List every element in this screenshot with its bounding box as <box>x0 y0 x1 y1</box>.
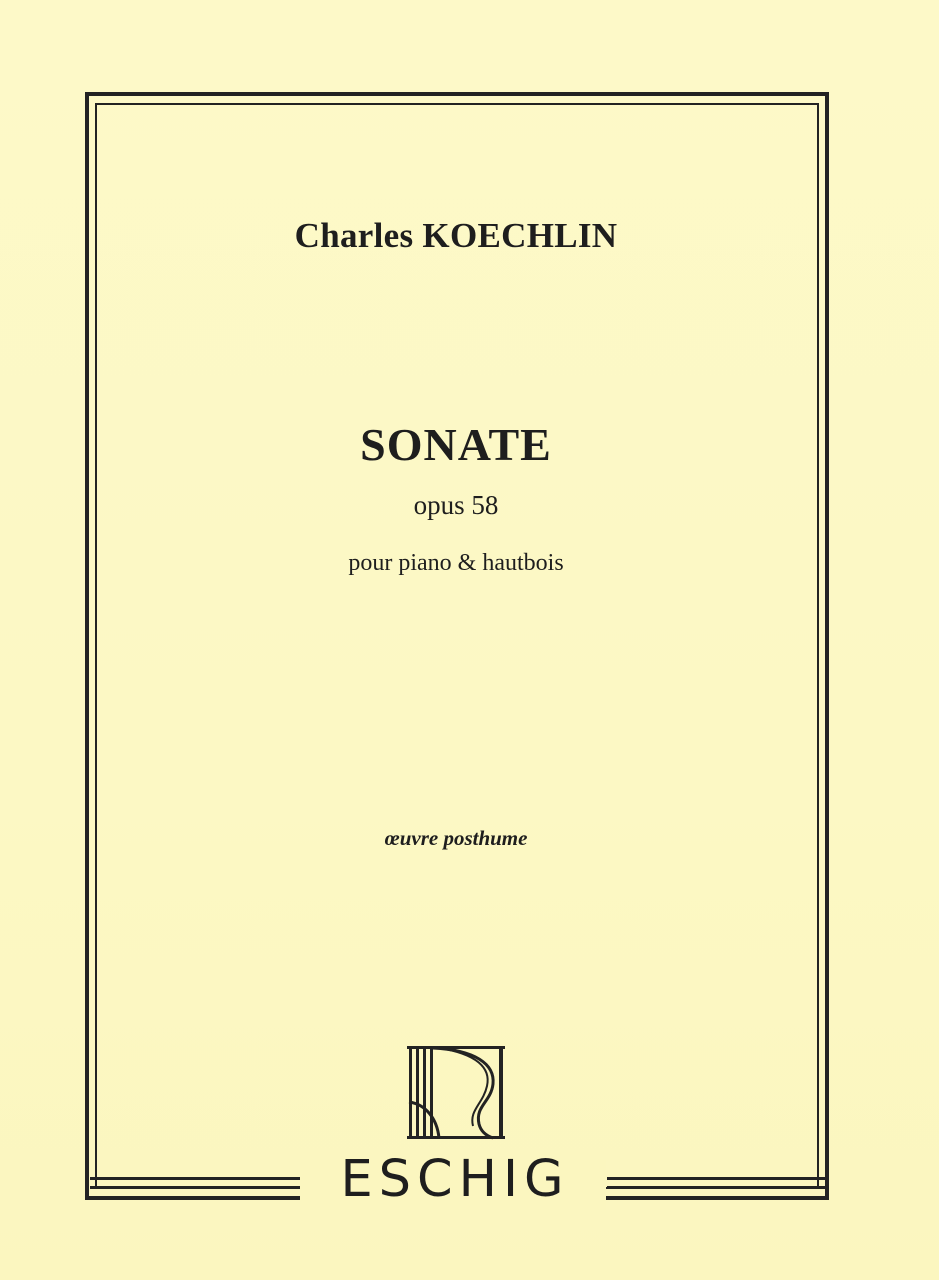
inner-border-frame <box>95 103 819 1189</box>
harp-logo-icon <box>405 1044 509 1144</box>
work-title: SONATE <box>360 419 552 470</box>
posthumous-note: œuvre posthume <box>384 826 528 850</box>
composer-name: Charles KOECHLIN <box>294 216 618 255</box>
instrumentation: pour piano & hautbois <box>348 550 564 576</box>
right-double-rule <box>607 1177 825 1189</box>
left-double-rule <box>90 1177 300 1189</box>
opus-number: opus 58 <box>413 490 499 520</box>
publisher-name: ESCHIG <box>340 1150 570 1209</box>
